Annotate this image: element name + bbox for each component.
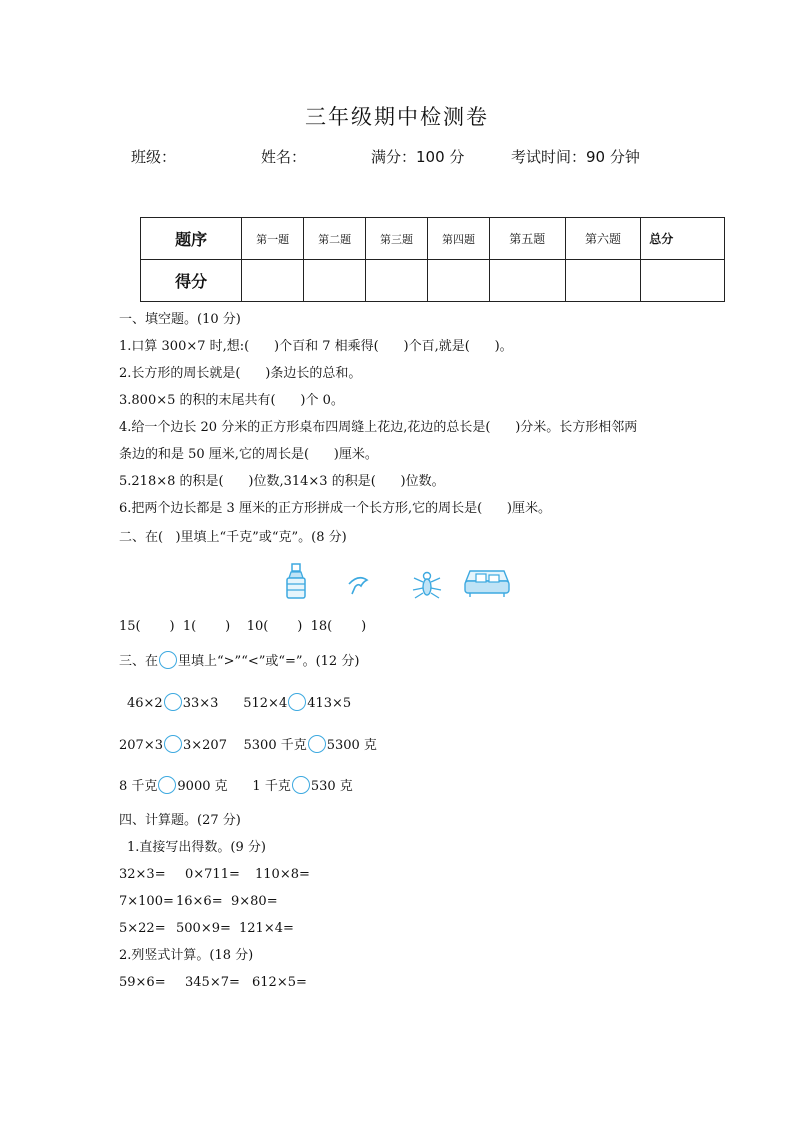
- expr: 512×4: [243, 696, 288, 711]
- name-label: 姓名：: [261, 148, 307, 166]
- calc-item: 32×3=: [119, 867, 166, 882]
- calc-item: 9×80=: [231, 894, 278, 909]
- sub-heading: 1.直接写出得数。(9 分): [127, 840, 266, 855]
- bottle-icon: [283, 562, 309, 602]
- calc-item: 345×7=: [185, 975, 240, 990]
- calc-item: 0×711=: [185, 867, 240, 882]
- compare-circle[interactable]: [164, 735, 182, 753]
- expr: 46×2: [127, 696, 163, 711]
- score-cell[interactable]: [304, 260, 366, 302]
- compare-circle[interactable]: [164, 693, 182, 711]
- expr: 413×5: [307, 696, 352, 711]
- sofa-icon: [462, 565, 512, 599]
- table-cell: 第三题: [366, 218, 428, 260]
- calc-item: 500×9=: [176, 921, 231, 936]
- expr: 8 千克: [119, 779, 158, 794]
- compare-circle[interactable]: [158, 776, 176, 794]
- section-heading: 一、填空题。(10 分): [119, 312, 241, 327]
- heading-part: 里填上“>”“<”或“=”。(12 分): [178, 654, 360, 669]
- question-item: 3.800×5 的积的末尾共有( )个 0。: [119, 393, 344, 408]
- expr: 1 千克: [252, 779, 291, 794]
- expr: 207×3: [119, 738, 163, 753]
- expr: 9000 克: [177, 779, 228, 794]
- heading-part: 三、在: [119, 654, 159, 669]
- compare-circle[interactable]: [288, 693, 306, 711]
- insect-icon: [411, 570, 443, 600]
- table-cell: 第二题: [304, 218, 366, 260]
- sub-heading: 2.列竖式计算。(18 分): [119, 948, 254, 963]
- calc-item: 110×8=: [255, 867, 310, 882]
- section-heading: 二、在( )里填上“千克”或“克”。(8 分): [119, 530, 347, 545]
- table-cell: 题序: [141, 218, 242, 260]
- table-row: [141, 218, 725, 260]
- section-heading: [119, 651, 359, 671]
- leaf-icon: [346, 574, 370, 596]
- compare-circle[interactable]: [292, 776, 310, 794]
- compare-row: [119, 735, 377, 755]
- table-cell: 第四题: [428, 218, 490, 260]
- score-cell[interactable]: [565, 260, 641, 302]
- score-table: [140, 217, 725, 302]
- calc-item: 5×22=: [119, 921, 166, 936]
- circle-icon: [159, 651, 177, 669]
- score-cell[interactable]: [242, 260, 304, 302]
- table-row: [141, 260, 725, 302]
- expr: 5300 克: [326, 738, 377, 753]
- score-cell[interactable]: [641, 260, 725, 302]
- expr: 3×207: [182, 738, 227, 753]
- question-item: 2.长方形的周长就是( )条边长的总和。: [119, 366, 362, 381]
- expr: 33×3: [182, 696, 219, 711]
- table-cell: 第六题: [565, 218, 641, 260]
- page-title: 三年级期中检测卷: [305, 105, 489, 129]
- question-item: 1.口算 300×7 时,想:( )个百和 7 相乘得( )个百,就是( )。: [119, 339, 513, 354]
- table-cell: 第五题: [489, 218, 565, 260]
- score-cell[interactable]: [489, 260, 565, 302]
- answer-line: 15( ) 1( ) 10( ) 18( ): [119, 619, 367, 634]
- score-cell[interactable]: [366, 260, 428, 302]
- calc-item: 121×4=: [239, 921, 294, 936]
- expr: 5300 千克: [243, 738, 307, 753]
- table-cell: 总分: [641, 218, 725, 260]
- exam-time: 考试时间：90 分钟: [511, 148, 640, 166]
- section-heading: 四、计算题。(27 分): [119, 813, 241, 828]
- compare-circle[interactable]: [308, 735, 326, 753]
- calc-item: 7×100=: [119, 894, 174, 909]
- calc-item: 59×6=: [119, 975, 166, 990]
- question-item: 5.218×8 的积是( )位数,314×3 的积是( )位数。: [119, 474, 445, 489]
- full-score: 满分：100 分: [371, 148, 465, 166]
- compare-row: [127, 693, 351, 713]
- question-item: 4.给一个边长 20 分米的正方形桌布四周缝上花边,花边的总长是( )分米。长方形相邻两: [119, 420, 638, 435]
- calc-item: 612×5=: [252, 975, 307, 990]
- question-item: 条边的和是 50 厘米,它的周长是( )厘米。: [119, 447, 378, 462]
- table-cell: 得分: [141, 260, 242, 302]
- compare-row: [119, 776, 353, 796]
- calc-item: 16×6=: [176, 894, 223, 909]
- class-label: 班级：: [131, 148, 177, 166]
- table-cell: 第一题: [242, 218, 304, 260]
- question-item: 6.把两个边长都是 3 厘米的正方形拼成一个长方形,它的周长是( )厘米。: [119, 501, 552, 516]
- expr: 530 克: [310, 779, 353, 794]
- score-cell[interactable]: [428, 260, 490, 302]
